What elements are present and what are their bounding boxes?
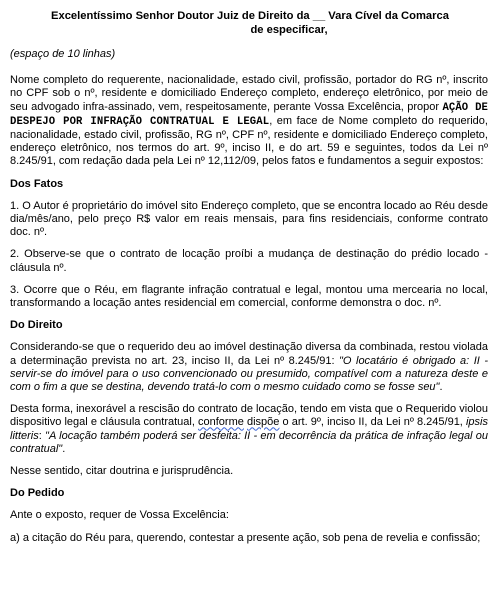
pedido-paragraph-1: Ante o exposto, requer de Vossa Excelência: — [10, 509, 229, 522]
document-header — [0, 10, 500, 37]
header-line-2: de especificar, — [250, 23, 328, 36]
direito-p2-ipsis: ipsis litteris — [10, 416, 488, 442]
direito-p1-text: Considerando-se que o requerido deu ao imóvel destinação diversa da combinada, restou violada a determinação prevista no art. 23, inciso II, da Lei nº 8.245/91: — [10, 341, 488, 367]
direito-p2-quote: "A locação também poderá ser desfeita: II - em decorrência da prática de infração legal ou contratual" — [10, 429, 488, 455]
fatos-paragraph-1: 1. O Autor é proprietário do imóvel sito Endereço completo, que se encontra locado ao Réu desde dia/mês/ano, pelo preço R$ valor em reais mensais, para fins residenciais, conforme contrato doc. nº. — [10, 199, 488, 239]
section-title-fatos: Dos Fatos — [10, 177, 64, 190]
header-line-1: Excelentíssimo Senhor Doutor Juiz de Direito da __ Vara Cível da Comarca — [51, 10, 449, 22]
space-note: (espaço de 10 linhas) — [10, 48, 116, 60]
direito-paragraph-3: Nesse sentido, citar doutrina e jurisprudência. — [10, 465, 234, 478]
action-title: AÇÃO DE DESPEJO POR INFRAÇÃO CONTRATUAL E LEGAL — [10, 101, 488, 128]
intro-part-1: Nome completo do requerente, nacionalidade, estado civil, profissão, portador do RG nº, inscrito no CPF sob o nº, residente e domiciliado Endereço completo, endereço eletrônico, por meio de seu advogado infra-assinado, vem, respeitosamente, perante Vossa Excelência, propor — [10, 74, 488, 113]
pedido-paragraph-2: a) a citação do Réu para, querendo, contestar a presente ação, sob pena de revelia e confissão; — [10, 531, 481, 544]
direito-p2-text-a: Desta forma, inexorável a rescisão do contrato de locação, tendo em vista que o Requerido violou dispositivo legal e cláusula contratual, — [10, 403, 488, 429]
fatos-paragraph-3: 3. Ocorre que o Réu, em flagrante infração contratual e legal, montou uma mercearia no local, transformando a locação antes residencial em comercial, conforme demonstra o doc. nº. — [10, 283, 488, 310]
section-title-pedido: Do Pedido — [10, 487, 65, 500]
direito-paragraph-2 — [10, 403, 488, 456]
intro-part-2: , em face de Nome completo do requerido, nacionalidade, estado civil, profissão, RG nº, CPF nº, residente e domiciliado Endereço completo, endereço eletrônico, nos termos do art. 9º, inciso II, e do art. 59 e seguintes, todos da Lei nº 8.245/91, com redação dada pela Lei nº 12,112/09, pelos fatos e fundamentos a seguir expostos: — [10, 114, 488, 168]
intro-paragraph — [10, 74, 488, 168]
direito-p2-colon: : — [38, 429, 46, 442]
direito-p2-end: . — [62, 442, 66, 455]
fatos-paragraph-2: 2. Observe-se que o contrato de locação proíbi a mudança de destinação do prédio locado - cláusula nº. — [10, 248, 488, 274]
direito-p1-quote: "O locatário é obrigado a: II - servir-se do imóvel para o uso convencionado ou presumido, compatível com a natureza deste e com o fim a que se destina, devendo tratá-lo com o mesmo cuidado como se fosse seu" — [10, 354, 489, 394]
spellcheck-word-dispoe: dispõe — [247, 416, 280, 429]
direito-paragraph-1 — [10, 341, 488, 394]
direito-p1-end: . — [439, 381, 443, 394]
spellcheck-word-conforme: conforme — [198, 416, 244, 429]
direito-p2-text-b: o art. 9º, inciso II, da Lei nº 8.245/91, — [279, 416, 466, 429]
document-body — [10, 48, 488, 554]
section-title-direito: Do Direito — [10, 319, 63, 332]
